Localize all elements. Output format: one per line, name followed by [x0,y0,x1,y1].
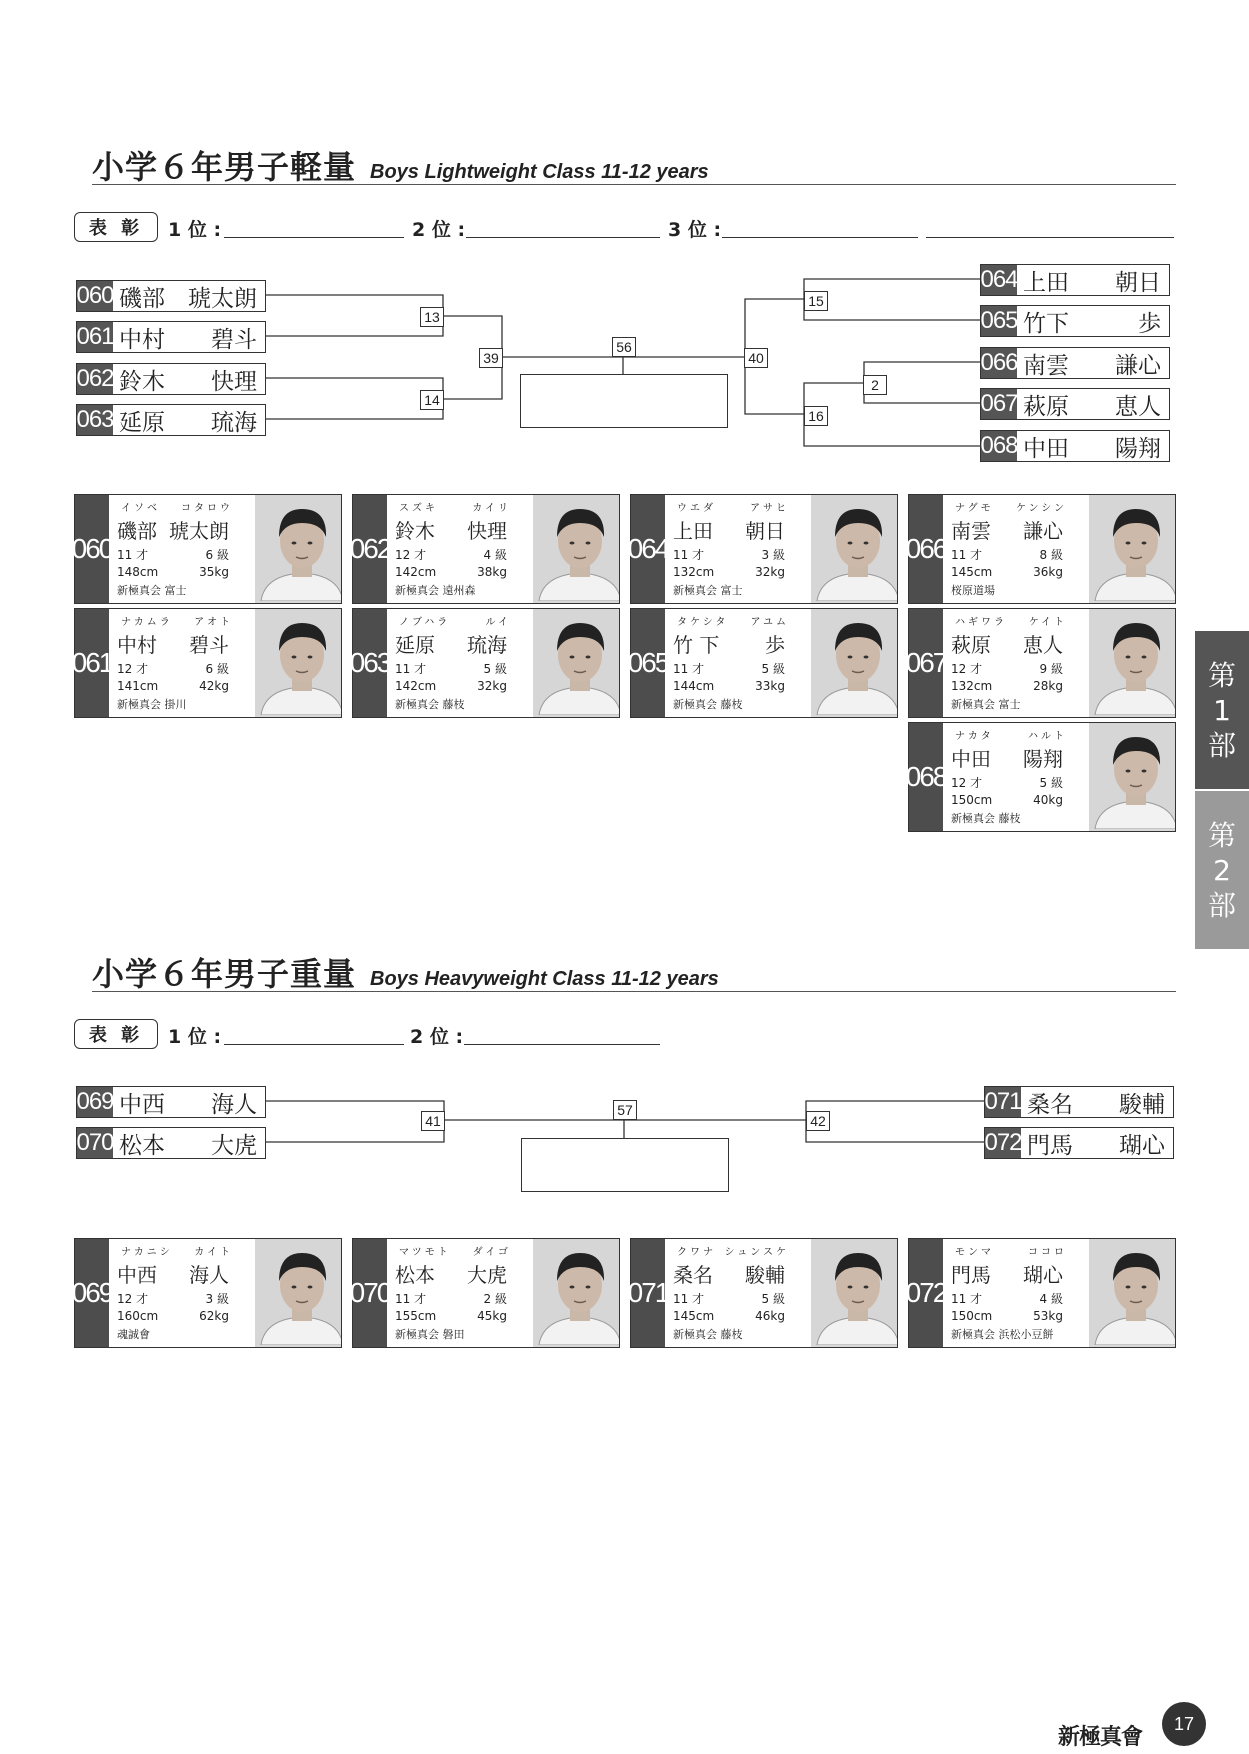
kana-given: コタロウ [181,503,233,514]
card-rank: 5 級 [483,662,507,676]
card-age: 11 才 [117,548,149,562]
card-club: 新極真会 富士 [117,584,187,597]
competitor-card [627,608,898,718]
entry-family: 磯部 [119,285,165,312]
card-weight: 32kg [755,565,785,579]
portrait-photo [255,495,341,603]
card-given: 大虎 [467,1263,507,1287]
entry-family: 門馬 [1027,1132,1073,1159]
kana-given: ケイト [1028,617,1067,628]
kana-given: アサヒ [750,503,789,514]
award-label: 表 彰 [74,212,158,242]
kana-given: カイト [194,1247,233,1258]
card-given: 海人 [189,1263,229,1287]
kana-family: スズキ [399,503,438,514]
match-14: 14 [420,390,444,410]
portrait-photo [1089,609,1175,717]
card-number: 064 [631,495,665,603]
competitor-card [349,494,620,604]
portrait-silhouette-icon [533,609,619,715]
card-weight: 45kg [477,1309,507,1323]
entry-given: 陽翔 [1115,435,1161,462]
entry-family: 延原 [119,409,165,436]
card-number: 069 [75,1239,109,1347]
kana-family: ナグモ [955,503,994,514]
card-family: 鈴木 [395,519,435,543]
entry-given: 歩 [1138,310,1161,337]
card-height: 145cm [951,565,993,579]
portrait-silhouette-icon [811,1239,897,1345]
card-rank: 5 級 [761,1292,785,1306]
card-club: 新極真会 浜松小豆餅 [951,1328,1054,1341]
match-16: 16 [804,406,828,426]
card-height: 160cm [117,1309,159,1323]
entry-given: 朝日 [1115,269,1161,296]
entry-family: 萩原 [1023,393,1069,420]
card-given: 陽翔 [1023,747,1063,771]
portrait-silhouette-icon [811,495,897,601]
card-rank: 5 級 [1039,776,1063,790]
footer-logo: 新極真會 [1058,1724,1143,1750]
title-jp: 小学６年男子重量 [92,955,357,993]
card-weight: 38kg [477,565,507,579]
card-family: 中田 [951,747,991,771]
card-club: 新極真会 藤枝 [673,1328,743,1341]
title-en: Boys Heavyweight Class 11-12 years [370,968,719,990]
kana-family: モンマ [955,1247,994,1258]
tab-line: 1 [1213,693,1231,727]
bracket-entry [76,404,266,436]
kana-given: ダイゴ [472,1247,511,1258]
entry-given: 謙心 [1115,352,1161,379]
card-age: 11 才 [395,1292,427,1306]
card-rank: 2 級 [483,1292,507,1306]
bracket-entry [984,1127,1174,1159]
side-tab-part-1[interactable] [1195,631,1249,789]
match-2: 2 [863,375,887,395]
card-number: 070 [353,1239,387,1347]
portrait-photo [811,609,897,717]
portrait-photo [1089,723,1175,831]
card-weight: 53kg [1033,1309,1063,1323]
entry-number: 071 [984,1088,1022,1115]
card-given: 琥太朗 [169,519,229,543]
place-2-label: 2 位 : [410,1026,464,1048]
card-given: 琉海 [467,633,507,657]
entry-number: 070 [76,1129,114,1156]
bracket-entry [980,388,1170,420]
card-family: 桑名 [673,1263,713,1287]
card-club: 新極真会 藤枝 [951,812,1021,825]
entry-number: 061 [76,323,114,350]
kana-given: ケンシン [1016,503,1067,514]
entry-number: 063 [76,406,114,433]
card-rank: 3 級 [205,1292,229,1306]
card-number: 060 [75,495,109,603]
match-40: 40 [744,348,768,368]
kana-given: シュンスケ [724,1247,789,1258]
card-age: 11 才 [951,1292,983,1306]
card-rank: 5 級 [761,662,785,676]
card-family: 南雲 [951,519,991,543]
card-club: 新極真会 藤枝 [673,698,743,711]
card-height: 144cm [673,679,715,693]
card-club: 新極真会 磐田 [395,1328,465,1341]
entry-given: 琥太朗 [188,285,257,312]
award-label: 表 彰 [74,1019,158,1049]
portrait-silhouette-icon [1089,723,1175,829]
bracket-entry [980,305,1170,337]
entry-family: 鈴木 [119,368,165,395]
card-rank: 6 級 [205,662,229,676]
card-height: 150cm [951,1309,993,1323]
card-family: 延原 [395,633,435,657]
entry-number: 069 [76,1088,114,1115]
entry-given: 大虎 [211,1132,257,1159]
kana-family: イソベ [121,503,160,514]
card-number: 061 [75,609,109,717]
competitor-card [349,608,620,718]
card-age: 11 才 [673,1292,705,1306]
portrait-silhouette-icon [1089,1239,1175,1345]
kana-given: ココロ [1028,1247,1067,1258]
entry-number: 065 [980,307,1018,334]
winner-box-heavyweight[interactable] [521,1138,729,1192]
card-family: 中村 [117,633,157,657]
card-number: 066 [909,495,943,603]
match-39: 39 [479,348,503,368]
competitor-card [71,1238,342,1348]
bracket-entry [76,280,266,312]
card-family: 萩原 [951,633,991,657]
entry-given: 駿輔 [1119,1091,1165,1118]
entry-number: 072 [984,1129,1022,1156]
competitor-card [905,608,1176,718]
kana-given: カイリ [472,503,511,514]
match-42: 42 [806,1111,830,1131]
card-club: 新極真会 富士 [951,698,1021,711]
bracket-entry [980,347,1170,379]
tab-line: 部 [1207,888,1236,922]
bracket-entry [76,1127,266,1159]
entry-family: 竹下 [1023,310,1069,337]
card-age: 12 才 [951,776,983,790]
card-number: 063 [353,609,387,717]
card-given: 碧斗 [189,633,229,657]
entry-given: 瑚心 [1119,1132,1165,1159]
portrait-silhouette-icon [255,495,341,601]
card-rank: 4 級 [1039,1292,1063,1306]
kana-family: ウエダ [677,503,716,514]
kana-family: クワナ [677,1247,716,1258]
card-rank: 9 級 [1039,662,1063,676]
card-weight: 46kg [755,1309,785,1323]
entry-number: 066 [980,349,1018,376]
portrait-photo [533,609,619,717]
card-rank: 6 級 [205,548,229,562]
competitor-card [627,1238,898,1348]
card-weight: 32kg [477,679,507,693]
card-club: 新極真会 富士 [673,584,743,597]
bracket-entry [980,264,1170,296]
entry-family: 桑名 [1027,1091,1073,1118]
entry-given: 琉海 [211,409,257,436]
match-41: 41 [421,1111,445,1131]
page-number: 17 [1162,1702,1206,1746]
portrait-silhouette-icon [1089,609,1175,715]
card-age: 12 才 [117,1292,149,1306]
portrait-silhouette-icon [533,495,619,601]
portrait-photo [255,609,341,717]
card-rank: 8 級 [1039,548,1063,562]
place-2-line[interactable] [464,1044,660,1045]
card-family: 上田 [673,519,713,543]
card-number: 065 [631,609,665,717]
card-number: 067 [909,609,943,717]
card-height: 150cm [951,793,993,807]
card-age: 12 才 [395,548,427,562]
entry-number: 062 [76,365,114,392]
entry-family: 南雲 [1023,352,1069,379]
competitor-card [71,608,342,718]
card-weight: 62kg [199,1309,229,1323]
card-club: 新極真会 遠州森 [395,584,476,597]
card-age: 12 才 [117,662,149,676]
competitor-card [905,494,1176,604]
kana-given: アユム [750,617,789,628]
match-15: 15 [804,291,828,311]
card-weight: 40kg [1033,793,1063,807]
portrait-photo [1089,1239,1175,1347]
card-weight: 42kg [199,679,229,693]
title-jp: 小学６年男子軽量 [92,148,357,186]
section-title-heavyweight [92,949,719,995]
tab-line: 部 [1207,728,1236,762]
winner-box-lightweight[interactable] [520,374,728,428]
portrait-photo [1089,495,1175,603]
card-height: 132cm [951,679,993,693]
title-en: Boys Lightweight Class 11-12 years [370,161,709,183]
kana-given: アオト [194,617,233,628]
card-age: 11 才 [395,662,427,676]
card-weight: 28kg [1033,679,1063,693]
card-given: 朝日 [745,519,785,543]
match-57: 57 [613,1100,637,1120]
card-rank: 3 級 [761,548,785,562]
entry-family: 中西 [119,1091,165,1118]
card-family: 松本 [395,1263,435,1287]
portrait-silhouette-icon [811,609,897,715]
kana-given: ハルト [1028,731,1067,742]
entry-given: 碧斗 [211,326,257,353]
entry-given: 恵人 [1115,393,1161,420]
portrait-photo [811,495,897,603]
bracket-entry [76,1086,266,1118]
match-56: 56 [612,337,636,357]
portrait-photo [533,1239,619,1347]
entry-number: 064 [980,266,1018,293]
competitor-card [71,494,342,604]
place-1-line[interactable] [224,1044,404,1045]
card-height: 132cm [673,565,715,579]
competitor-card [905,1238,1176,1348]
tab-line: 第 [1207,818,1236,852]
card-family: 門馬 [951,1263,991,1287]
card-given: 快理 [467,519,507,543]
entry-number: 060 [76,282,114,309]
kana-family: タケシタ [677,617,729,628]
kana-given: ルイ [485,617,511,628]
entry-family: 中田 [1023,435,1069,462]
portrait-silhouette-icon [1089,495,1175,601]
place-1-label: 1 位 : [168,219,222,241]
card-height: 148cm [117,565,159,579]
card-family: 竹 下 [673,633,720,657]
kana-family: ナカムラ [121,617,173,628]
card-age: 11 才 [951,548,983,562]
portrait-silhouette-icon [255,1239,341,1345]
card-weight: 33kg [755,679,785,693]
bracket-entry [76,321,266,353]
side-tab-part-2[interactable] [1195,791,1249,949]
entry-family: 中村 [119,326,165,353]
card-number: 062 [353,495,387,603]
portrait-silhouette-icon [255,609,341,715]
portrait-photo [533,495,619,603]
tab-line: 第 [1207,658,1236,692]
card-club: 桜原道場 [951,584,995,597]
card-number: 072 [909,1239,943,1347]
entry-number: 068 [980,432,1018,459]
portrait-silhouette-icon [533,1239,619,1345]
portrait-photo [811,1239,897,1347]
entry-family: 松本 [119,1132,165,1159]
bracket-entry [76,363,266,395]
card-height: 142cm [395,565,437,579]
card-family: 中西 [117,1263,157,1287]
kana-family: マツモト [399,1247,451,1258]
portrait-photo [255,1239,341,1347]
competitor-card [905,722,1176,832]
card-number: 071 [631,1239,665,1347]
title-rule [92,991,1176,992]
card-age: 11 才 [673,548,705,562]
card-given: 駿輔 [745,1263,785,1287]
kana-family: ノブハラ [399,617,451,628]
card-given: 謙心 [1023,519,1063,543]
card-family: 磯部 [117,519,157,543]
competitor-card [627,494,898,604]
bracket-entry [980,430,1170,462]
card-rank: 4 級 [483,548,507,562]
card-height: 142cm [395,679,437,693]
tab-line: 2 [1213,853,1231,887]
card-age: 11 才 [673,662,705,676]
entry-given: 海人 [211,1091,257,1118]
card-weight: 36kg [1033,565,1063,579]
card-club: 魂誠會 [117,1328,150,1341]
card-height: 155cm [395,1309,437,1323]
kana-family: ナカニシ [121,1247,173,1258]
card-club: 新極真会 掛川 [117,698,187,711]
entry-family: 上田 [1023,269,1069,296]
card-weight: 35kg [199,565,229,579]
card-club: 新極真会 藤枝 [395,698,465,711]
card-number: 068 [909,723,943,831]
card-height: 141cm [117,679,159,693]
card-given: 瑚心 [1023,1263,1063,1287]
card-height: 145cm [673,1309,715,1323]
place-3-label: 3 位 : [668,219,722,241]
place-1-label: 1 位 : [168,1026,222,1048]
card-given: 恵人 [1023,633,1063,657]
card-age: 12 才 [951,662,983,676]
kana-family: ナカタ [955,731,994,742]
bracket-entry [984,1086,1174,1118]
competitor-card [349,1238,620,1348]
match-13: 13 [420,307,444,327]
entry-number: 067 [980,390,1018,417]
kana-family: ハギワラ [955,617,1007,628]
card-given: 歩 [765,633,785,657]
place-2-label: 2 位 : [412,219,466,241]
entry-given: 快理 [211,368,257,395]
